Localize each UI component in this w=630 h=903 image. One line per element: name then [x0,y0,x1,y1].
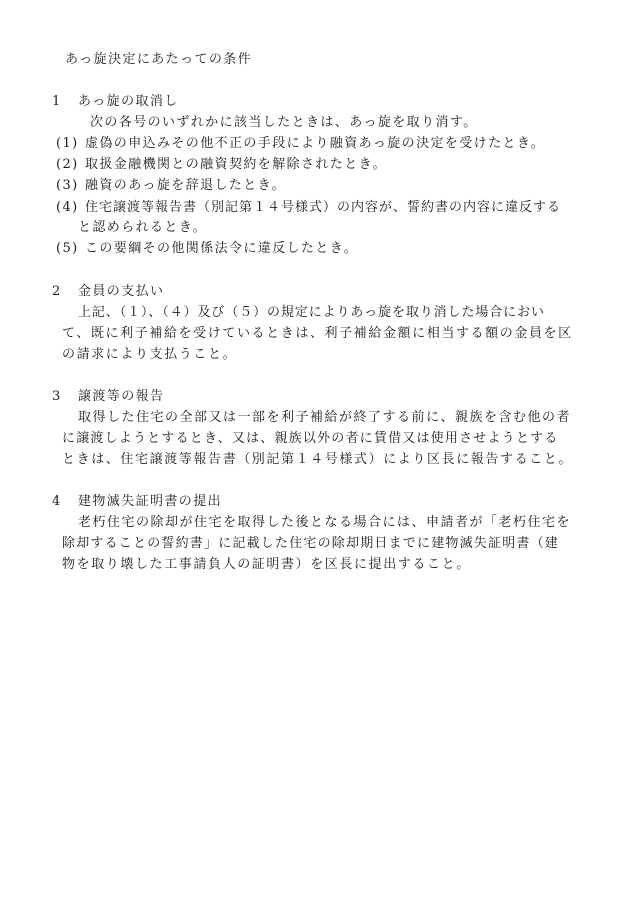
section-heading: 建物滅失証明書の提出 [78,494,223,509]
item-marker: (3) [56,178,79,193]
section-number: 1 [52,94,62,109]
section-heading: あっ旋の取消し [78,94,179,109]
section-heading: 金員の支払い [78,284,165,299]
paragraph-line: に譲渡しようとするとき、又は、親族以外の者に賃借又は使用させようとする [62,431,559,446]
paragraph-line: 取得した住宅の全部又は一部を利子補給が終了する前に、親族を含む他の者 [78,410,572,425]
paragraph-line: 除却することの誓約書」に記載した住宅の除却期日までに建物滅失証明書（建 [62,536,560,551]
paragraph-line: 上記、（１）、（４）及び（５）の規定によりあっ旋を取り消した場合におい [78,305,545,320]
paragraph-line: の請求により支払うこと。 [62,347,238,362]
paragraph-line: 物を取り壊した工事請負人の証明書）を区長に提出すること。 [62,557,471,572]
item-text: 虚偽の申込みその他不正の手段により融資あっ旋の決定を受けたとき。 [85,136,546,151]
item-marker: (1) [56,136,79,151]
paragraph-line: て、既に利子補給を受けているときは、利子補給金額に相当する額の金員を区 [62,326,573,341]
item-marker: (2) [56,157,79,172]
section-heading: 譲渡等の報告 [78,389,165,404]
paragraph-line: 老朽住宅の除却が住宅を取得した後となる場合には、申請者が「老朽住宅を [78,515,572,530]
item-text: 融資のあっ旋を辞退したとき。 [85,178,286,193]
paragraph-line: ときは、住宅譲渡等報告書（別記第１４号様式）により区長に報告すること。 [62,452,574,467]
page-title: あっ旋決定にあたっての条件 [65,52,253,67]
item-text: 取扱金融機関との融資契約を解除されたとき。 [85,157,387,172]
item-text: 住宅譲渡等報告書（別記第１４号様式）の内容が、誓約書の内容に違反する [85,200,562,215]
item-text-continued: と認められるとき。 [78,220,208,235]
item-marker: (4) [56,200,79,215]
section-number: 3 [52,389,62,404]
section-intro: 次の各号のいずれかに該当したときは、あっ旋を取り消す。 [90,115,478,130]
section-number: 4 [52,494,62,509]
item-text: この要綱その他関係法令に違反したとき。 [85,241,359,256]
item-marker: (5) [56,241,79,256]
section-number: 2 [52,284,62,299]
